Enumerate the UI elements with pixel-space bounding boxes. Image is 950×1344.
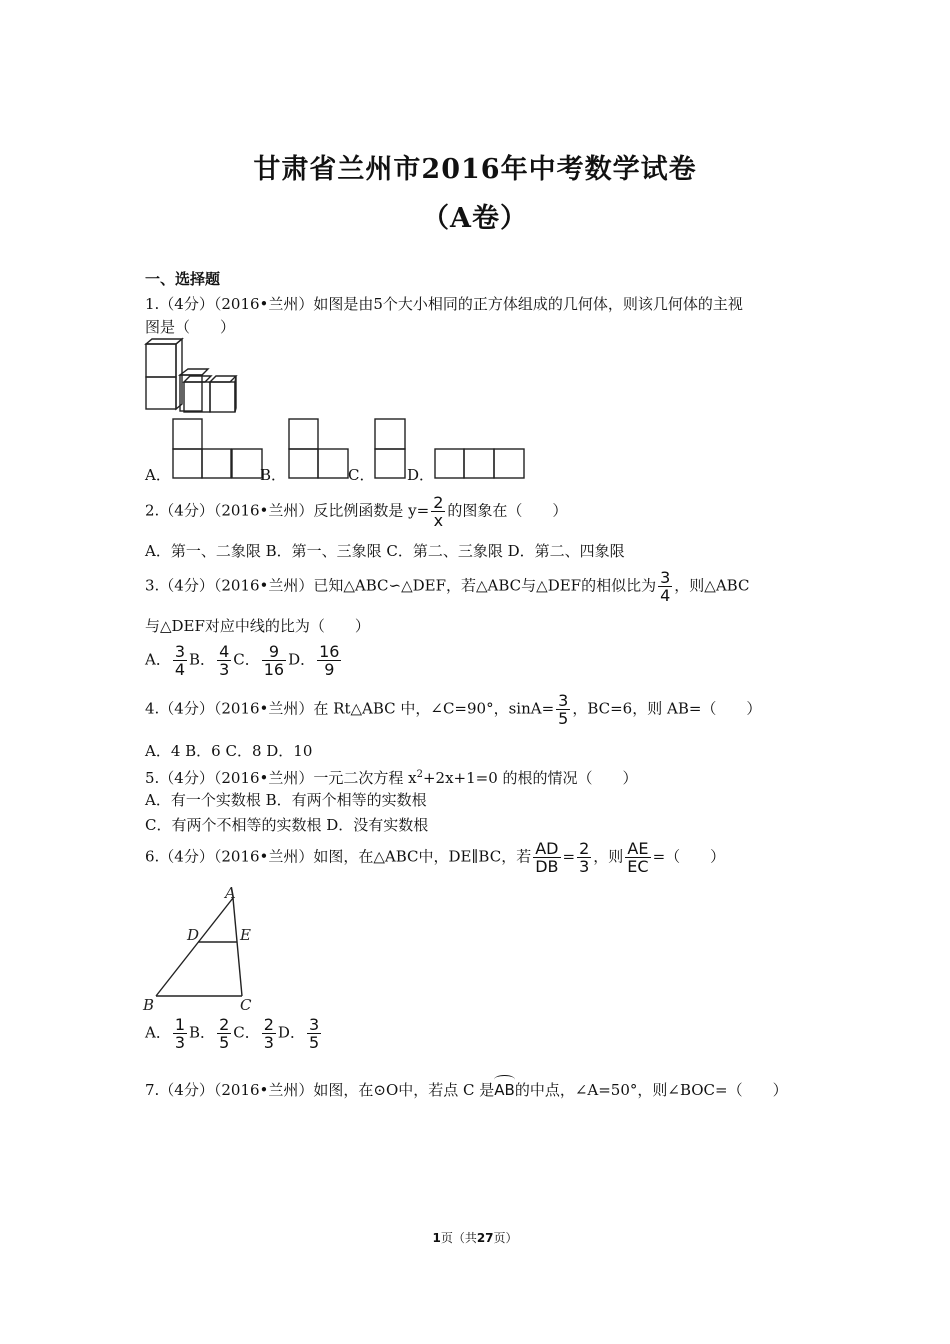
- q1-option-c-figure: [374, 418, 407, 480]
- q1-solid-figure: [144, 338, 244, 414]
- q3-option-a-den: 4: [174, 660, 186, 679]
- q2-options[interactable]: A．第一、二象限 B．第一、三象限 C．第二、三象限 D．第二、四象限: [145, 542, 625, 560]
- q6-option-b-den: 5: [219, 1033, 230, 1052]
- page-footer: [0, 1229, 950, 1246]
- q6-option-d-num: 3: [308, 1015, 320, 1034]
- q3-option-d-den: 9: [324, 660, 335, 679]
- q1-text: 1.（4分）（2016•兰州）如图是由5个大小相同的正方体组成的几何体，则该几何体的主视: [145, 295, 743, 313]
- q3-option-c-num: 9: [262, 643, 286, 661]
- q6-option-d-label: D．: [277, 1023, 305, 1042]
- q3-option-c-den: 16: [263, 660, 285, 679]
- q6-option-b-label: B．: [189, 1023, 216, 1042]
- q6-option-b-fraction: [217, 1016, 231, 1051]
- q6-option-a-label: A．: [145, 1023, 171, 1042]
- q6-text-mid: ，则: [593, 847, 624, 866]
- q1-option-b-figure: [288, 418, 350, 480]
- q2-frac-num: 2: [433, 493, 444, 512]
- q6-option-b-num: 2: [219, 1015, 230, 1034]
- q3-ratio-num: 3: [660, 568, 671, 587]
- q3-text: [145, 569, 749, 604]
- q6-text-before: 6.（4分）（2016•兰州）如图，在△ABC中，DE∥BC，若: [145, 847, 532, 866]
- q4-frac-den: 5: [558, 709, 569, 728]
- q3-options[interactable]: [145, 643, 343, 678]
- q6-fraction-two-thirds: [577, 840, 591, 875]
- q6-option-c-den: 3: [263, 1033, 274, 1052]
- q3-option-a-fraction: [173, 643, 187, 678]
- footer-total-pages: 27: [476, 1231, 494, 1245]
- q6-option-a-num: 1: [174, 1015, 186, 1034]
- q6-options[interactable]: [145, 1016, 323, 1051]
- q6-option-a-den: 3: [174, 1033, 186, 1052]
- q6-fraction-ad-db: [533, 840, 560, 875]
- q3-option-d-label: D．: [288, 650, 316, 669]
- q3-option-c-label: C．: [233, 650, 260, 669]
- q4-options[interactable]: A．4 B．6 C．8 D．10: [145, 742, 313, 760]
- q3-option-b-fraction: [217, 643, 231, 678]
- q4-text-after: ，BC=6，则 AB=（ ）: [572, 699, 762, 718]
- footer-middle: 页（共: [440, 1231, 477, 1245]
- footer-end: 页）: [493, 1231, 518, 1245]
- q6-option-c-num: 2: [263, 1015, 274, 1034]
- q7-arc-ab: AB: [494, 1081, 515, 1099]
- q6-equals: =: [562, 847, 576, 866]
- q2-text-before: 2.（4分）（2016•兰州）反比例函数是 y=: [145, 501, 430, 520]
- q6-option-d-den: 5: [308, 1033, 320, 1052]
- q4-text: [145, 692, 761, 727]
- q6-fraction-ae-ec: [625, 840, 650, 875]
- q6-option-c-label: C．: [233, 1023, 260, 1042]
- q3-ratio-fraction: [658, 569, 672, 604]
- q4-text-before: 4.（4分）（2016•兰州）在 Rt△ABC 中，∠C=90°，sinA=: [145, 699, 555, 718]
- page-title: 甘肃省兰州市2016年中考数学试卷: [253, 154, 697, 185]
- q6-f2-den: 3: [579, 857, 590, 876]
- q7-text: [145, 1080, 788, 1100]
- q3-option-b-den: 3: [219, 660, 230, 679]
- q6-option-d-fraction: [307, 1016, 321, 1051]
- q6-label-d: D: [187, 926, 200, 944]
- q3-option-a-num: 3: [174, 642, 186, 661]
- q7-text-before: 7.（4分）（2016•兰州）如图，在⊙O中，若点 C 是: [145, 1081, 495, 1099]
- q6-label-c: C: [240, 996, 252, 1014]
- q6-text-after: =（ ）: [652, 847, 726, 866]
- footer-page-number: 1: [432, 1231, 441, 1245]
- q1-option-c-label[interactable]: C．: [348, 466, 375, 484]
- q1-option-b-label[interactable]: B．: [260, 466, 287, 484]
- q6-triangle-figure: [140, 886, 265, 1014]
- q5-options-line1[interactable]: A．有一个实数根 B．有两个相等的实数根: [145, 791, 427, 809]
- q3-option-b-num: 4: [219, 642, 230, 661]
- q6-label-b: B: [143, 996, 155, 1014]
- q2-frac-den: x: [433, 511, 444, 530]
- q6-label-e: E: [240, 926, 251, 944]
- q5-text-after: +2x+1=0 的根的情况（ ）: [422, 769, 638, 787]
- q6-f1-den: DB: [535, 857, 559, 876]
- q4-fraction: [556, 692, 570, 727]
- q1-option-a-figure: [172, 418, 264, 480]
- q5-superscript: 2: [416, 769, 423, 780]
- q3-option-d-num: 16: [319, 642, 340, 661]
- q6-label-a: A: [225, 884, 236, 902]
- q6-f2-num: 2: [579, 839, 590, 858]
- q5-text: [145, 765, 638, 788]
- q6-f1-num: AD: [533, 840, 560, 858]
- q3-text-after: ，则△ABC: [674, 576, 750, 595]
- q4-frac-num: 3: [558, 691, 569, 710]
- q6-option-c-fraction: [262, 1016, 276, 1051]
- q5-options-line2[interactable]: C．有两个不相等的实数根 D．没有实数根: [145, 816, 429, 834]
- q3-option-d-fraction: [317, 643, 341, 678]
- q3-text-before: 3.（4分）（2016•兰州）已知△ABC∽△DEF，若△ABC与△DEF的相似比为: [145, 576, 657, 595]
- q5-text-before: 5.（4分）（2016•兰州）一元二次方程 x: [145, 769, 417, 787]
- page-subtitle: （A卷）: [422, 203, 528, 234]
- q3-text-cont: 与△DEF对应中线的比为（ ）: [145, 617, 370, 635]
- q2-text-after: 的图象在（ ）: [447, 501, 568, 520]
- q3-ratio-den: 4: [660, 586, 671, 605]
- q2-text: [145, 494, 567, 529]
- q1-option-a-label[interactable]: A．: [145, 466, 171, 484]
- q2-fraction: [431, 494, 445, 529]
- section-heading: 一、选择题: [145, 270, 221, 288]
- q3-option-c-fraction: [262, 643, 286, 678]
- q3-option-b-label: B．: [189, 650, 216, 669]
- q1-text-cont: 图是（ ）: [145, 318, 236, 336]
- q6-option-a-fraction: [173, 1016, 187, 1051]
- q1-option-d-figure: [434, 448, 526, 480]
- q6-f3-den: EC: [627, 857, 649, 876]
- q3-option-a-label: A．: [145, 650, 171, 669]
- q6-text: [145, 840, 725, 875]
- q1-option-d-label[interactable]: D．: [407, 466, 435, 484]
- q6-f3-num: AE: [625, 840, 650, 858]
- q7-text-after: 的中点，∠A=50°，则∠BOC=（ ）: [514, 1081, 788, 1099]
